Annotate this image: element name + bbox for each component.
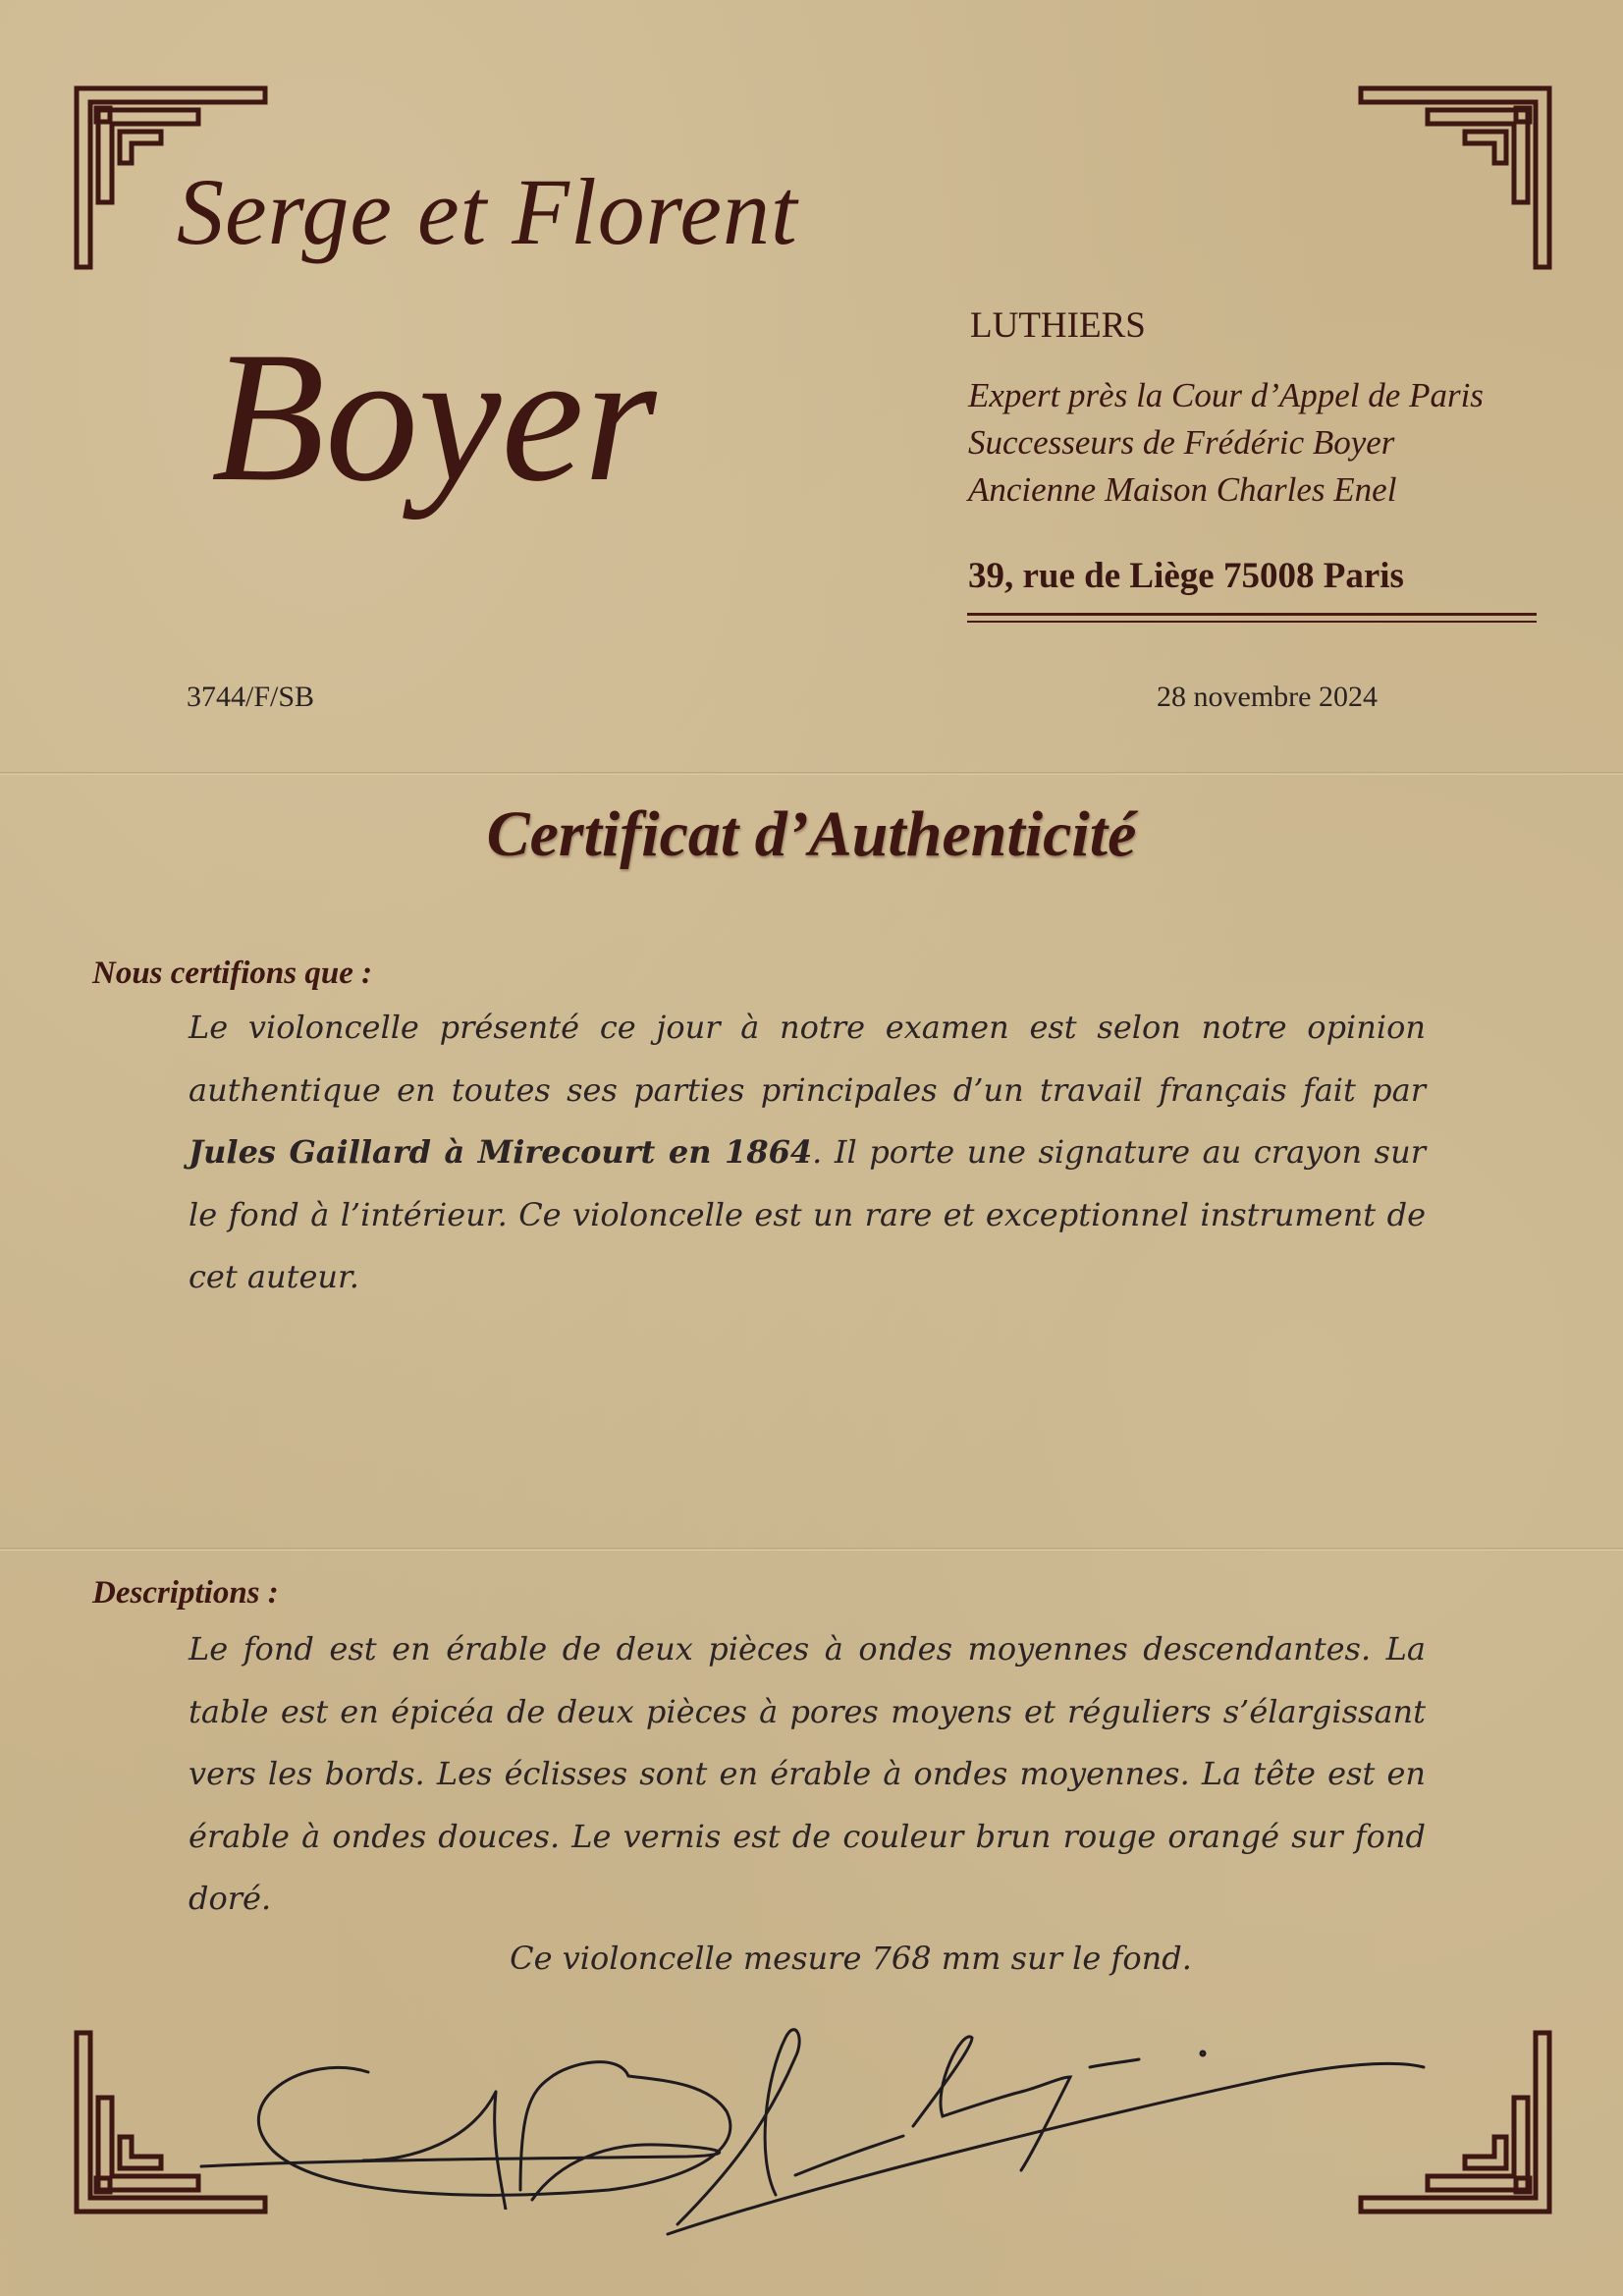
descriptions-paragraph: Le fond est en érable de deux pièces à ondes moyennes descendantes. La table est en épicéa de deux pièces à pores moyens et réguliers s’élargissant vers les bords. Les éclisses sont en érable à ondes moyennes. La tête est en érable à ondes douces. Le vernis est de couleur brun rouge orangé sur fond doré. [189,1630,1426,1917]
fold-line-top [0,772,1623,775]
certification-text-before: Le violoncelle présenté ce jour à notre examen est selon notre opinion authentique en toutes ses parties principales d’un travail français fait par [189,1009,1426,1109]
address-rule [967,621,1537,623]
profession-heading: LUTHIERS [970,305,1146,346]
signature-right-icon [648,1998,1473,2244]
address: 39, rue de Liège 75008 Paris [968,556,1404,596]
logo-name-line2: Boyer [211,314,657,520]
address-rule [967,613,1537,616]
descriptions-label: Descriptions : [92,1575,279,1611]
reference-number: 3744/F/SB [187,681,315,713]
logo-name-line1: Serge et Florent [177,159,798,264]
certificate-title: Certificat d’Authenticité [486,798,1137,870]
measurement-statement: Ce violoncelle mesure 768 mm sur le fond. [510,1940,1192,1977]
certification-label: Nous certifions que : [92,956,373,991]
tagline-former-house: Ancienne Maison Charles Enel [968,470,1397,509]
certification-text-after: . Il porte une signature au crayon sur le fond à l’intérieur. Ce violoncelle est un rare et exceptionnel instrument de cet auteur. [189,1133,1427,1295]
tagline-expert: Expert près la Cour d’Appel de Paris [968,376,1484,414]
maker-attribution: Jules Gaillard à Mirecourt en 1864 [189,1133,813,1171]
certificate-date: 28 novembre 2024 [1157,681,1378,713]
fold-line-bottom [0,1548,1623,1551]
corner-ornament-icon [1357,84,1553,271]
certification-paragraph [189,997,1426,1309]
tagline-successors: Successeurs de Frédéric Boyer [968,423,1395,462]
